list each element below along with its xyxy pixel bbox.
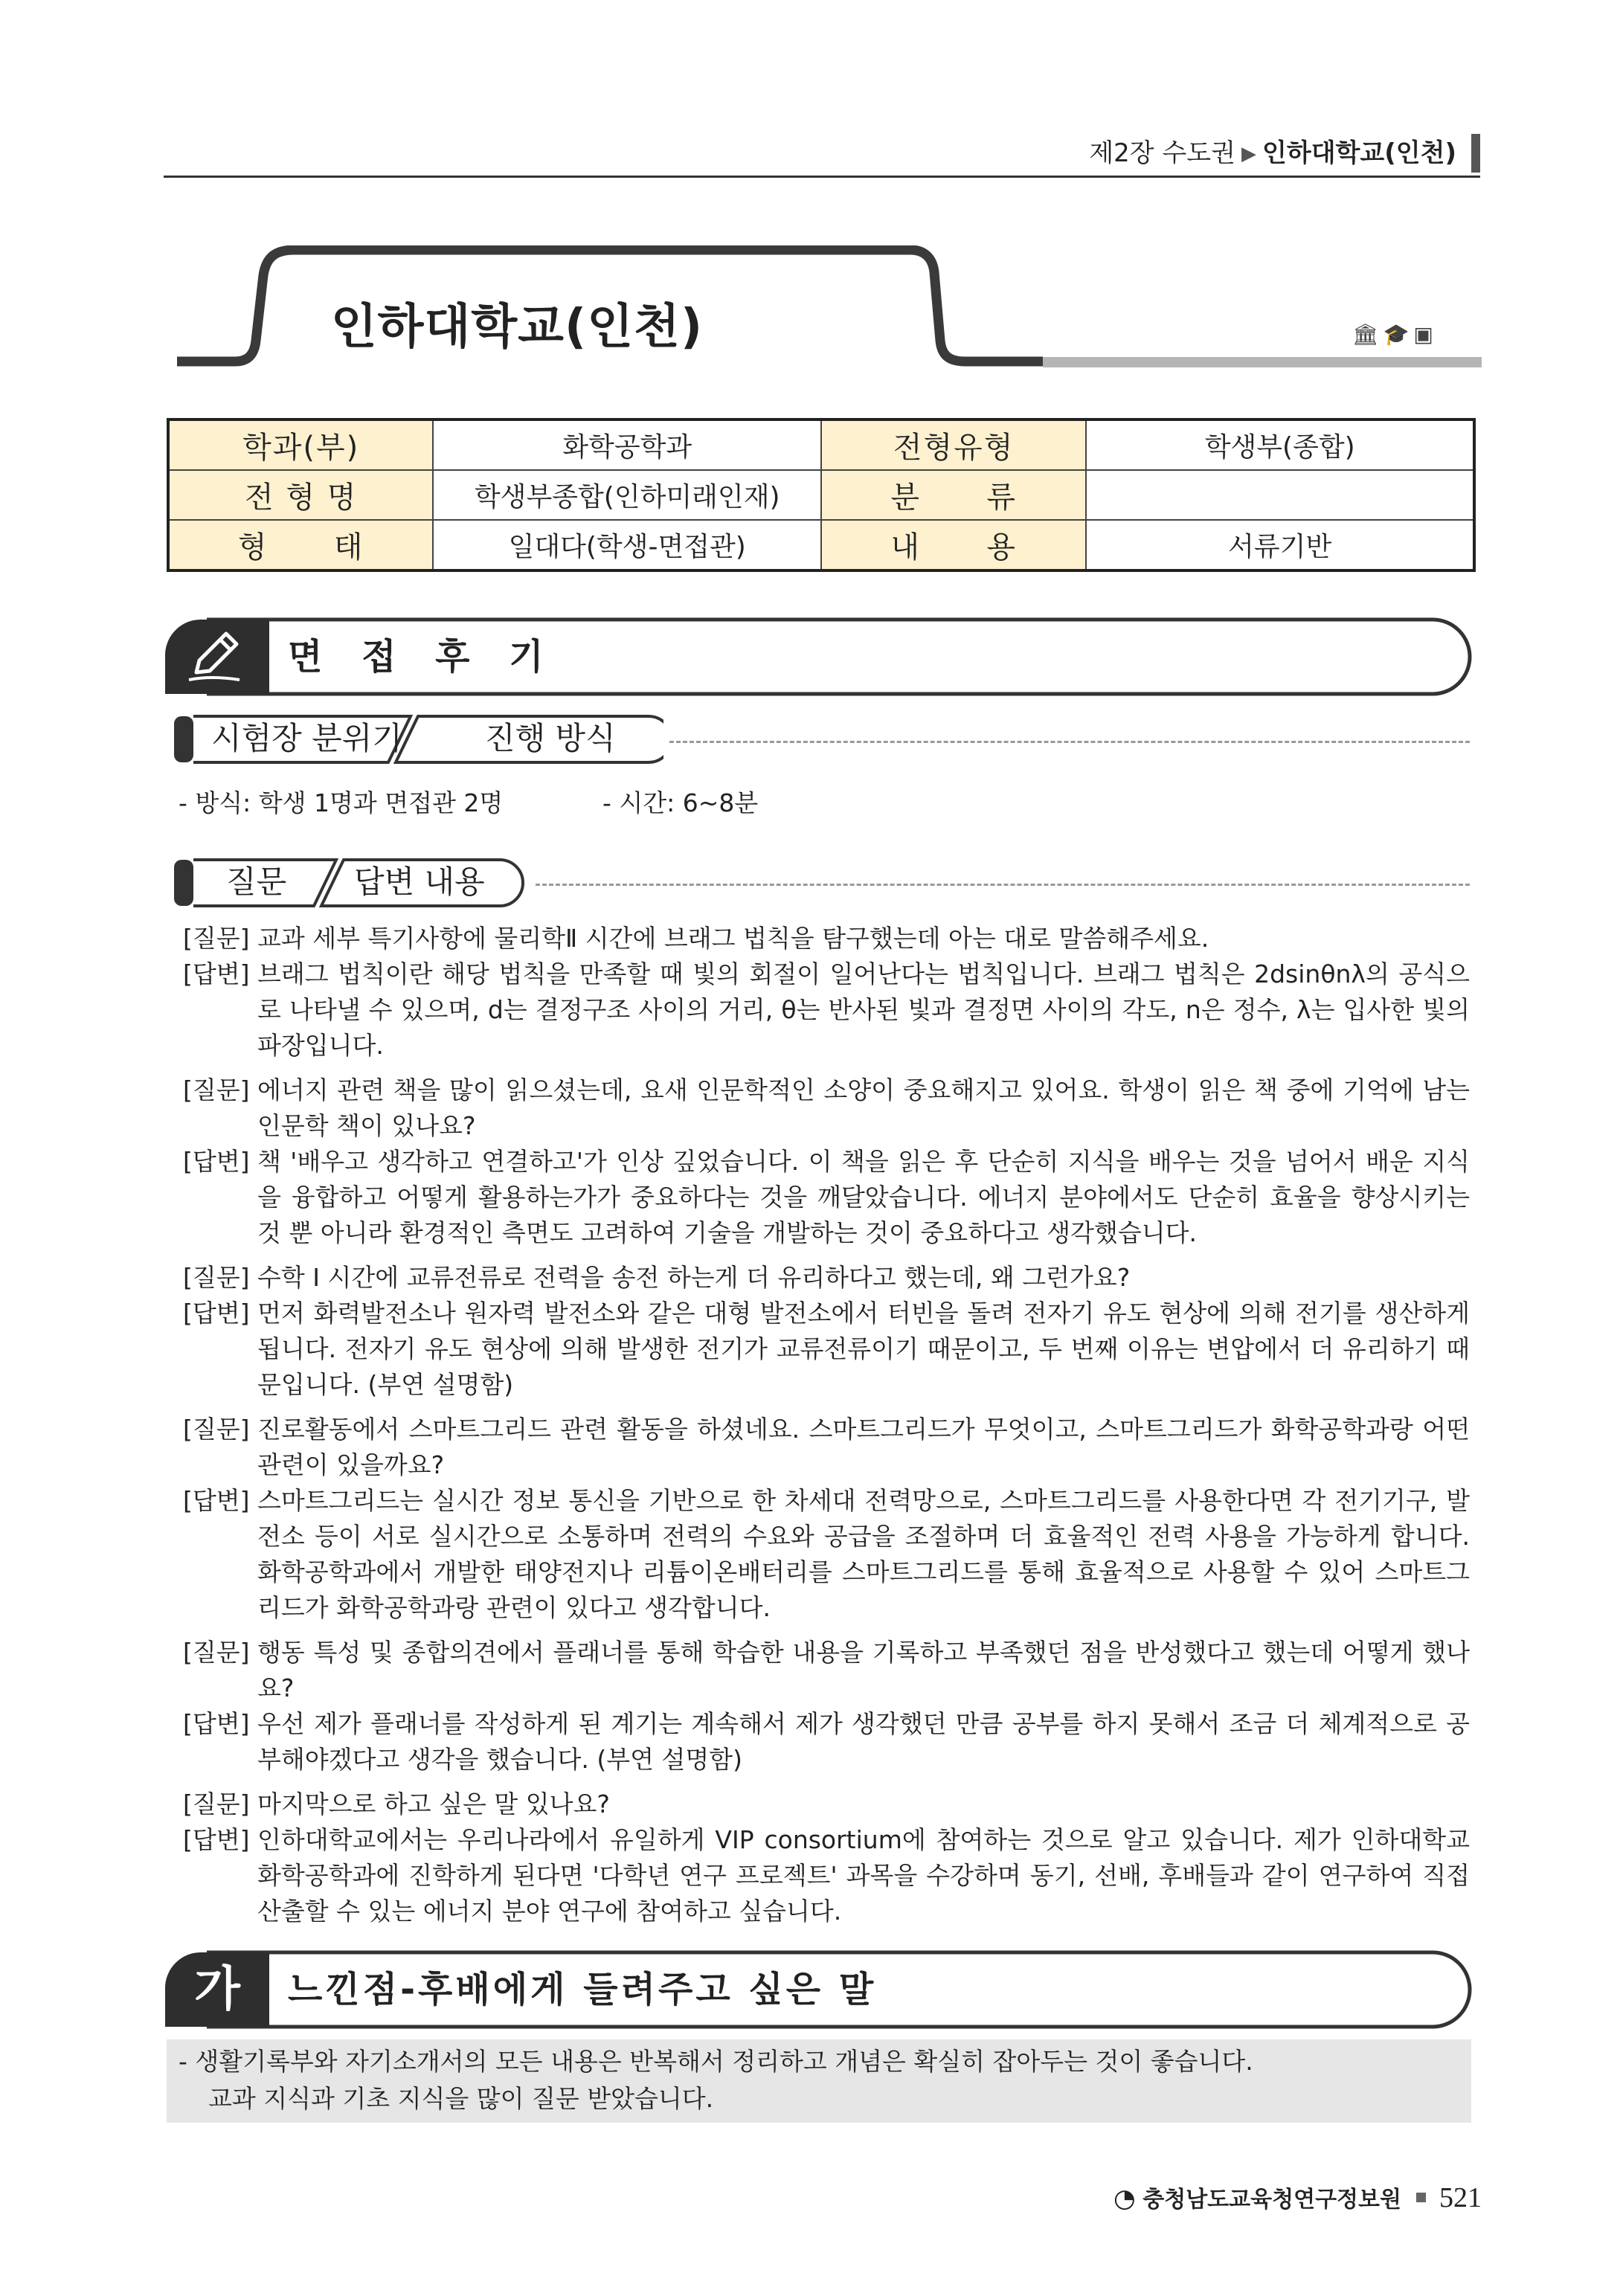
answer-tag: [답변] [183,1147,250,1176]
table-row [168,520,1474,570]
question-text: 수학 Ⅰ 시간에 교류전류로 전력을 송전 하는게 더 유리하다고 했는데, 왜 그런가요? [257,1263,1131,1292]
table-label: 학과(부) [168,419,433,470]
org-logo-icon: ◔ [1113,2184,1136,2213]
title-icons [1352,322,1438,347]
question-row [183,1635,1470,1706]
tab-header-atmosphere [173,712,663,765]
page-title: 인하대학교(인천) [330,300,704,355]
tab-label-left: 질문 [226,864,287,900]
tab-label-right: 진행 방식 [485,720,616,756]
answer-tag: [답변] [183,1825,250,1854]
question-tag: [질문] [183,1415,250,1444]
table-label: 전 형 명 [168,470,433,520]
page-footer [1113,2181,1482,2214]
answer-row [183,1296,1470,1403]
table-label: 내 용 [821,520,1086,570]
advice-line: - 생활기록부와 자기소개서의 모든 내용은 반복해서 정리하고 개념은 확실히 잡아두는 것이 좋습니다. [179,2047,1253,2076]
method-text: - 방식: 학생 1명과 면접관 2명 [179,788,504,817]
section-title: 느낀점-후배에게 들려주고 싶은 말 [288,1969,877,2010]
table-value: 학생부(종합) [1086,419,1474,470]
ga-letter-icon: 가 [194,1962,240,2017]
question-tag: [질문] [183,1263,250,1292]
answer-text: 인하대학교에서는 우리나라에서 유일하게 VIP consortium에 참여하는 것으로 알고 있습니다. 제가 인하대학교 화학공학과에 진학하게 된다면 '다학년 연구 프로젝트' 과목을 수강하며 동기, 선배, 후배들과 같이 연구하여 직접 산출할 수 있는 에너지 분야 연구에 참여하고 싶습니다. [257,1825,1470,1926]
advice-box [167,2039,1471,2123]
answer-tag: [답변] [183,1486,250,1515]
answer-tag: [답변] [183,1299,250,1328]
advice-line: 교과 지식과 기초 지식을 많이 질문 받았습니다. [208,2084,714,2113]
question-row [183,1073,1470,1144]
answer-row [183,1706,1470,1778]
running-header [164,134,1480,177]
chapter-label: 제2장 수도권 [1089,138,1235,168]
table-label: 분 류 [821,470,1086,520]
advice-banner [165,1950,1473,2029]
triangle-arrow-icon: ▶ [1241,143,1256,165]
section-title: 면 접 후 기 [288,636,557,678]
university-label: 인하대학교(인천) [1262,138,1456,168]
tab-header-qa [173,855,530,909]
dashed-divider [536,884,1470,886]
interview-review-banner [165,617,1473,696]
page-number: 521 [1439,2182,1482,2213]
question-text: 교과 세부 특기사항에 물리학Ⅱ 시간에 브래그 법칙을 탐구했는데 아는 대로 말씀해주세요. [257,924,1209,953]
question-row [183,1412,1470,1483]
table-value [1086,470,1474,520]
table-value: 화학공학과 [433,419,821,470]
header-rule [164,176,1480,178]
table-value: 일대다(학생-면접관) [433,520,821,570]
answer-text: 브래그 법칙이란 해당 법칙을 만족할 때 빛의 회절이 일어난다는 법칙입니다. 브래그 법칙은 2dsinθnλ의 공식으로 나타낼 수 있으며, d는 결정구조 사이의 거리, θ는 반사된 빛과 결정면 사이의 각도, n은 정수, λ는 입사한 빛의 파장입니다. [257,959,1470,1060]
question-row [183,921,1470,956]
answer-row [183,956,1470,1064]
answer-text: 스마트그리드는 실시간 정보 통신을 기반으로 한 차세대 전력망으로, 스마트그리드를 사용한다면 각 전기기구, 발전소 등이 서로 실시간으로 소통하며 전력의 수요와 공급을 조절하며 더 효율적인 전력 사용을 가능하게 합니다. 화학공학과에서 개발한 태양전지나 리튬이온배터리를 스마트그리드를 통해 효율적으로 사용할 수 있어 스마트그리드가 화학공학과랑 관련이 있다고 생각합니다. [257,1486,1470,1622]
time-text: - 시간: 6~8분 [602,788,759,817]
answer-row [183,1822,1470,1929]
tab-label-right: 답변 내용 [354,864,485,900]
question-text: 마지막으로 하고 싶은 말 있나요? [257,1789,610,1819]
question-tag: [질문] [183,1075,250,1104]
school-icon: 🏛 [1352,322,1383,347]
qa-list [183,921,1470,1929]
answer-tag: [답변] [183,1709,250,1738]
header-side-bar [1471,134,1480,173]
table-row [168,419,1474,470]
question-row [183,1260,1470,1296]
graduation-cap-icon: 🎓 [1383,322,1414,347]
question-text: 진로활동에서 스마트그리드 관련 활동을 하셨네요. 스마트그리드가 무엇이고, 스마트그리드가 화학공학과랑 어떤 관련이 있을까요? [257,1415,1470,1479]
admission-info-table [167,418,1476,572]
dashed-divider [669,741,1470,743]
table-label: 전형유형 [821,419,1086,470]
question-tag: [질문] [183,1638,250,1667]
question-text: 행동 특성 및 종합의견에서 플래너를 통해 학습한 내용을 기록하고 부족했던 점을 반성했다고 했는데 어떻게 했나요? [257,1638,1470,1702]
footer-org: 충청남도교육청연구정보원 [1142,2187,1401,2213]
running-header-text [1089,134,1456,173]
tab-label-left: 시험장 분위기 [211,720,402,756]
question-tag: [질문] [183,924,250,953]
answer-text: 책 '배우고 생각하고 연결하고'가 인상 깊었습니다. 이 책을 읽은 후 단순히 지식을 배우는 것을 넘어서 배운 지식을 융합하고 어떻게 활용하는가가 중요하다는 것을 깨달았습니다. 에너지 분야에서도 단순히 효율을 향상시키는 것 뿐 아니라 환경적인 측면도 고려하여 기술을 개발하는 것이 중요하다고 생각했습니다. [257,1147,1470,1247]
table-value: 학생부종합(인하미래인재) [433,470,821,520]
table-label: 형 태 [168,520,433,570]
question-text: 에너지 관련 책을 많이 읽으셨는데, 요새 인문학적인 소양이 중요해지고 있어요. 학생이 읽은 책 중에 기억에 남는 인문학 책이 있나요? [257,1075,1470,1140]
footer-square-icon [1416,2193,1426,2202]
answer-row [183,1483,1470,1626]
pencil-icon [181,623,248,690]
answer-row [183,1144,1470,1251]
answer-text: 먼저 화력발전소나 원자력 발전소와 같은 대형 발전소에서 터빈을 돌려 전자기 유도 현상에 의해 전기를 생산하게 됩니다. 전자기 유도 현상에 의해 발생한 전기가 교류전류이기 때문이고, 두 번째 이유는 변압에서 더 유리하기 때문입니다. (부연 설명함) [257,1299,1470,1399]
table-row [168,470,1474,520]
document-icon: ▣ [1413,322,1438,347]
question-row [183,1787,1470,1822]
table-value: 서류기반 [1086,520,1474,570]
answer-text: 우선 제가 플래너를 작성하게 된 계기는 계속해서 제가 생각했던 만큼 공부를 하지 못해서 조금 더 체계적으로 공부해야겠다고 생각을 했습니다. (부연 설명함) [257,1709,1470,1774]
question-tag: [질문] [183,1789,250,1819]
answer-tag: [답변] [183,959,250,988]
